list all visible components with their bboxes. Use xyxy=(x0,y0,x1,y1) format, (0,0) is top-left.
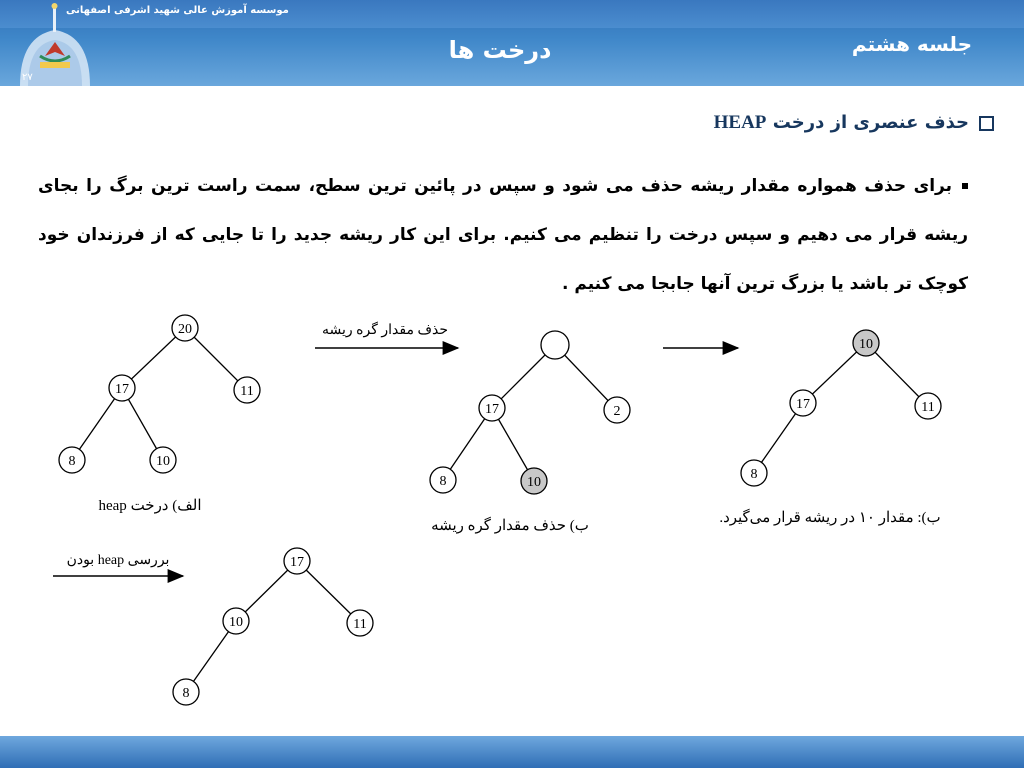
svg-text:11: 11 xyxy=(240,384,254,399)
checkbox-bullet-icon xyxy=(979,116,994,131)
body-paragraph xyxy=(38,162,968,309)
tree-b-caption: ب) حذف مقدار گره ریشه xyxy=(431,518,589,534)
svg-text:10: 10 xyxy=(859,337,873,352)
tree-c-caption: ب): مقدار ۱۰ در ریشه قرار می‌گیرد. xyxy=(719,510,941,526)
svg-text:17: 17 xyxy=(485,402,499,417)
svg-text:۲۷: ۲۷ xyxy=(22,72,33,83)
tree-b-node-left xyxy=(479,395,505,421)
svg-text:20: 20 xyxy=(178,322,192,337)
tree-a-node-left-left xyxy=(59,447,85,473)
tree-a-node-left-right xyxy=(150,447,176,473)
arrow-delete-root xyxy=(315,321,458,348)
slide-title: درخت ها xyxy=(448,36,552,64)
heap-deletion-diagram xyxy=(0,300,1024,730)
tree-c-node-right xyxy=(915,393,941,419)
svg-text:10: 10 xyxy=(156,454,170,469)
tree-c xyxy=(719,330,941,526)
svg-text:8: 8 xyxy=(750,467,758,482)
heading-text-en: HEAP xyxy=(713,112,767,133)
svg-text:17: 17 xyxy=(796,397,810,412)
arrow-heapify xyxy=(53,553,183,576)
tree-a xyxy=(59,315,260,514)
svg-text:8: 8 xyxy=(439,474,447,489)
tree-d-node-right xyxy=(347,610,373,636)
tree-a-node-left xyxy=(109,375,135,401)
svg-text:10: 10 xyxy=(229,615,243,630)
svg-text:8: 8 xyxy=(182,686,190,701)
square-bullet-icon xyxy=(962,183,968,189)
tree-b-node-right xyxy=(604,397,630,423)
tree-c-node-left xyxy=(790,390,816,416)
tree-d-node-left-left xyxy=(173,679,199,705)
arrow-heapify-label: بررسی heap بودن xyxy=(66,553,170,568)
tree-a-caption: الف) درخت heap xyxy=(98,498,202,514)
tree-d xyxy=(173,548,373,705)
svg-text:2: 2 xyxy=(613,404,621,419)
svg-text:8: 8 xyxy=(68,454,76,469)
svg-text:10: 10 xyxy=(527,475,541,490)
heading-text-fa: حذف عنصری از درخت xyxy=(772,112,969,133)
section-heading xyxy=(714,112,994,134)
tree-c-node-root-highlighted xyxy=(853,330,879,356)
arrow-delete-root-label: حذف مقدار گره ریشه xyxy=(322,323,448,338)
tree-b-node-left-left xyxy=(430,467,456,493)
tree-b-node-root-empty xyxy=(541,331,569,359)
tree-d-node-root xyxy=(284,548,310,574)
svg-text:11: 11 xyxy=(353,617,367,632)
institution-name: موسسه آموزش عالی شهید اشرفی اصفهانی xyxy=(66,5,289,16)
tree-b xyxy=(430,331,630,534)
paragraph-text: برای حذف همواره مقدار ریشه حذف می شود و سپس در پائین ترین سطح، سمت راست ترین برگ را بجای ریشه قرار می دهیم و سپس درخت را تنظیم می کنیم. برای این کار ریشه جدید را تا جایی که از فرزندان خود کوچک تر باشد یا بزرگ ترین آنها جابجا می کنیم . xyxy=(38,176,968,294)
header-bar xyxy=(0,0,1024,86)
tree-a-node-right xyxy=(234,377,260,403)
tree-b-node-left-right-highlighted xyxy=(521,468,547,494)
svg-text:17: 17 xyxy=(115,382,129,397)
svg-text:11: 11 xyxy=(921,400,935,415)
footer-bar xyxy=(0,736,1024,768)
tree-d-node-left xyxy=(223,608,249,634)
tree-c-node-left-left xyxy=(741,460,767,486)
svg-text:17: 17 xyxy=(290,555,304,570)
session-label: جلسه هشتم xyxy=(851,32,972,56)
tree-a-node-root xyxy=(172,315,198,341)
